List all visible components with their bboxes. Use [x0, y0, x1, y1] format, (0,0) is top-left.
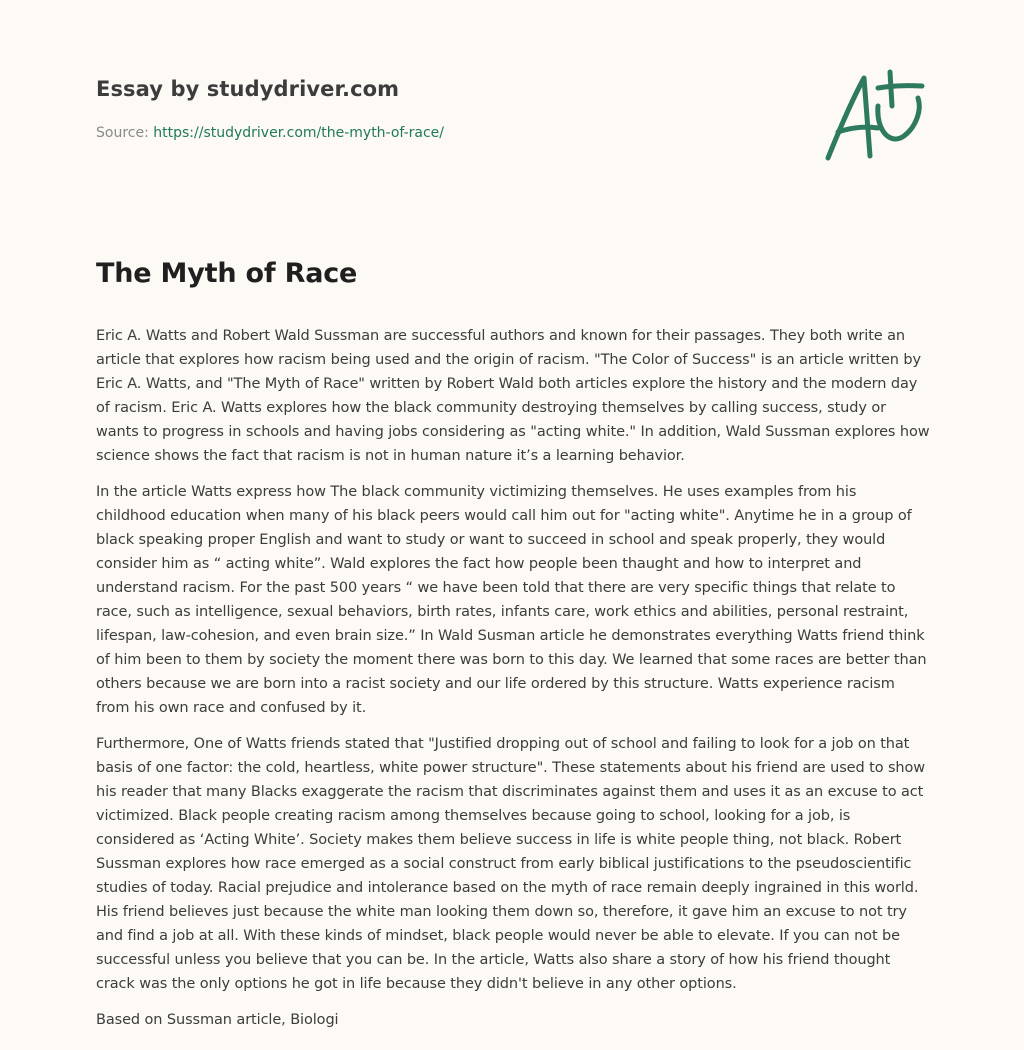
essay-title: The Myth of Race [96, 258, 358, 289]
page-header [96, 74, 796, 143]
source-line [96, 123, 796, 143]
source-link[interactable]: https://studydriver.com/the-myth-of-race/ [153, 125, 445, 141]
article-paragraph-2: In the article Watts express how The black community victimizing themselves. He uses examples from his childhood education when many of his black peers would call him out for "acting white". Anytime he in a group of black speaking proper English and want to study or want to succeed in school and speak properly, they would consider him as “ acting white”. Wald explores the fact how people been thaught and how to interpret and understand racism. For the past 500 years “ we have been told that there are very specific things that relate to race, such as intelligence, sexual behaviors, birth rates, infants care, work ethics and abilities, personal restraint, lifespan, law-cohesion, and even brain size.” In Wald Susman article he demonstrates everything Watts friend think of him been to them by society the moment there was born to this day. We learned that some races are better than others because we are born into a racist society and our life ordered by this structure. Watts experience racism from his own race and confused by it. [96, 484, 927, 716]
a-plus-grade-logo-icon [818, 66, 930, 166]
article [96, 252, 930, 1044]
article-paragraph-4: Based on Sussman article, Biologi [96, 1012, 339, 1028]
article-paragraph-3: Furthermore, One of Watts friends stated that "Justified dropping out of school and failing to look for a job on that basis of one factor: the cold, heartless, white power structure". These statements about his friend are used to show his reader that many Blacks exaggerate the racism that discriminates against them and uses it as an excuse to act victimized. Black people creating racism among themselves because going to school, looking for a job, is considered as ‘Acting White’. Society makes them believe success in life is white people thing, not black. Robert Sussman explores how race emerged as a social construct from early biblical justifications to the pseudoscientific studies of today. Racial prejudice and intolerance based on the myth of race remain deeply ingrained in this world. His friend believes just because the white man looking them down so, therefore, it gave him an excuse to not try and find a job at all. With these kinds of mindset, black people would never be able to elevate. If you can not be successful unless you believe that you can be. In the article, Watts also share a story of how his friend thought crack was the only options he got in life because they didn't believe in any other options. [96, 736, 926, 992]
source-label: Source: [96, 125, 149, 141]
article-paragraph-1: Eric A. Watts and Robert Wald Sussman are successful authors and known for their passages. They both write an article that explores how racism being used and the origin of racism. "The Color of Success" is an article written by Eric A. Watts, and "The Myth of Race" written by Robert Wald both articles explore the history and the modern day of racism. Eric A. Watts explores how the black community destroying themselves by calling success, study or wants to progress in schools and having jobs considering as "acting white." In addition, Wald Sussman explores how science shows the fact that racism is not in human nature it’s a learning behavior. [96, 328, 930, 464]
a-plus-logo-svg [818, 66, 930, 166]
site-title: Essay by studydriver.com [96, 77, 400, 101]
